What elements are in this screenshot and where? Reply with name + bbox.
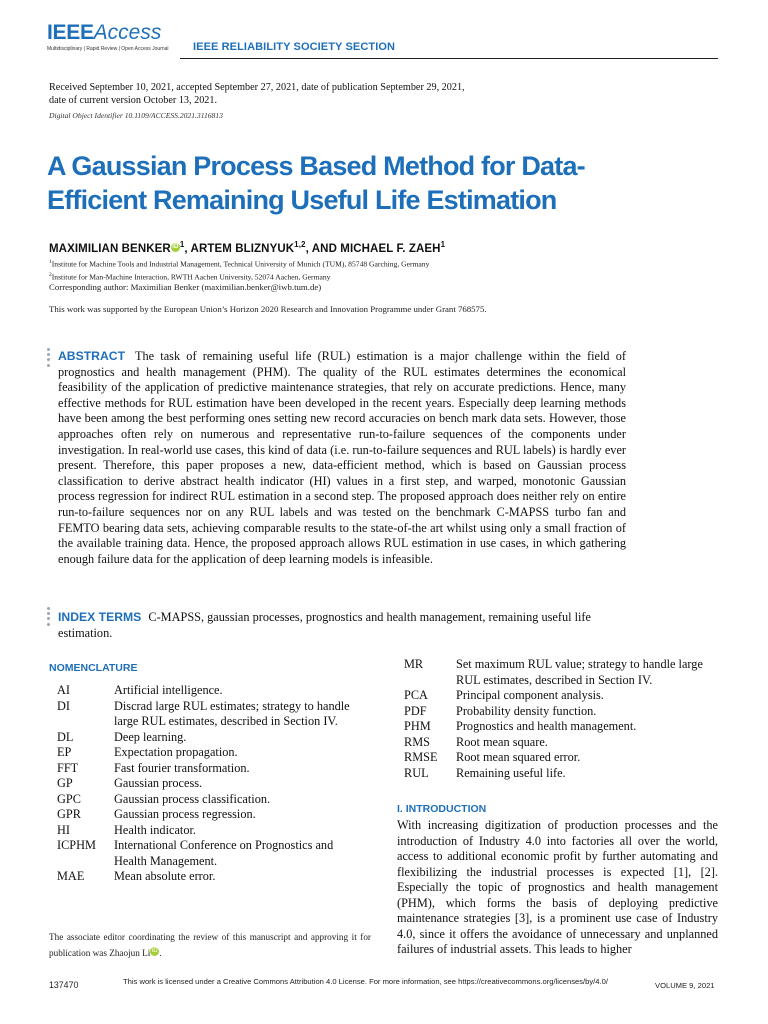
doi: Digital Object Identifier 10.1109/ACCESS.2021.3116813 — [49, 111, 223, 120]
nomenclature-row: PDF Probability density function. — [404, 703, 597, 718]
nomenclature-row: DI Discrad large RUL estimates; strategy to handle large RUL estimates, described in Section IV. — [57, 698, 350, 728]
affiliation: $^2$Institute for Man-Machine Interaction, RWTH Aachen University, 52074 Aachen, Germany — [49, 272, 331, 282]
nomenclature-row: MAE Mean absolute error. — [57, 869, 216, 883]
author-affiliation-mark: 1 — [179, 240, 185, 249]
affiliations — [49, 257, 429, 283]
affiliation: $^1$Institute for Machine Tools and Industrial Management, Technical University of Munich (TUM), 85748 Garching, Germany — [49, 259, 430, 269]
nomenclature-row: GPC Gaussian process classification. — [57, 791, 271, 806]
orcid-icon[interactable]: iD — [172, 243, 179, 250]
history-line-2: date of current version October 13, 2021. — [49, 95, 218, 106]
nomenclature-row: DL Deep learning. — [57, 729, 187, 744]
dots-icon — [47, 607, 50, 628]
author-name: AND MICHAEL F. ZAEH — [311, 242, 441, 255]
header-divider — [180, 58, 718, 59]
orcid-icon[interactable]: iD — [151, 948, 158, 955]
abstract-label: ABSTRACT — [58, 349, 126, 363]
section-label: IEEE RELIABILITY SOCIETY SECTION — [193, 41, 396, 53]
nomenclature-row: RUL Remaining useful life. — [404, 765, 566, 780]
introduction-text: With increasing digitization of production processes and the introduction of Industry 4.0 into factories all over the world, access to additional economic profit by further automating and flexibilizing the industrial processes is expected [1], [2]. Especially the topic of prognostics and health management (PHM), which forms the basis of deploying predictive maintenance strategies [3], is a prominent use case of Industry 4.0, since it offers the avoidance of unnecessary and unplanned failures of industrial assets. This leads to higher — [397, 818, 718, 957]
nomenclature-row: ICPHM International Conference on Prognostics and Health Management. — [57, 838, 334, 868]
editor-note-text: The associate editor coordinating the review of this manuscript and approving it for publication was Zhaojun Li — [49, 932, 371, 959]
dots-icon — [47, 348, 50, 369]
author-affiliation-mark: 1,2 — [294, 240, 306, 249]
nomenclature-row: GP Gaussian process. — [57, 776, 203, 790]
nomenclature-row: AI Artificial intelligence. — [57, 683, 223, 697]
nomenclature-row: PHM Prognostics and health management. — [404, 719, 637, 733]
nomenclature-list-right — [404, 657, 724, 781]
nomenclature-row: FFT Fast fourier transformation. — [57, 760, 250, 775]
nomenclature-row: PCA Principal component analysis. — [404, 688, 604, 702]
license-note: This work is licensed under a Creative Commons Attribution 4.0 License. For more information, see https://creativecommons.org/licenses/by/4.0/ — [123, 977, 608, 986]
nomenclature-row: GPR Gaussian process regression. — [57, 807, 256, 821]
volume-label: VOLUME 9, 2021 — [655, 981, 715, 990]
nomenclature-row: EP Expectation propagation. — [57, 745, 238, 759]
abstract-text: The task of remaining useful life (RUL) estimation is a major challenge within the field of prognostics and health management (PHM). The quality of the RUL estimates determines the economical feasibility of the application of predictive maintenance strategies, that rely on accurate predictions. Hence, many effective methods for RUL estimation have been developed in the recent years. Especially deep learning methods have been among the best performing ones setting new record accuracies on bench mark data sets. However, those approaches often rely on numerous and representative run-to-failure sequences of the components under investigation. In real-world use cases, this kind of data (i.e. run-to-failure sequences and RUL labels) is hardly ever present. Therefore, this paper proposes a new, data-efficient method, which is based on Gaussian process classification to derive abstract health indicator (HI) values in a first step, and warped, monotonic Gaussian process regression for indirect RUL estimation in a second step. The proposed approach does neither rely on entire run-to-failure sequences nor on any RUL labels and was tested on the benchmark C-MAPSS turbo fan and FEMTO bearing data sets, achieving comparable results to the state-of-the art whilst using only a small fraction of the available training data. Hence, the proposed approach allows RUL estimation in use cases, in which gathering enough failure data for the application of deep learning models is infeasible. — [58, 349, 626, 566]
section-heading-introduction: I. INTRODUCTION — [397, 803, 487, 815]
nomenclature-row: MR Set maximum RUL value; strategy to handle large RUL estimates, described in Section IV. — [404, 657, 703, 687]
author-list: MAXIMILIAN BENKERiD$^1$, ARTEM BLIZNYUK$^{1,2}$, AND MICHAEL F. ZAEH$^1$ — [49, 240, 446, 255]
corresponding-author: Corresponding author: Maximilian Benker (maximilian.benker@iwb.tum.de) — [49, 282, 322, 292]
index-terms-label: INDEX TERMS — [58, 610, 142, 624]
nomenclature-row: RMSE Root mean squared error. — [404, 750, 581, 764]
journal-logo — [47, 22, 172, 52]
article-history — [49, 81, 569, 107]
nomenclature-list-left — [57, 683, 357, 885]
author-name: MAXIMILIAN BENKER — [49, 242, 171, 255]
funding-note: This work was supported by the European Union’s Horizon 2020 Research and Innovation Programme under Grant 768575. — [49, 304, 487, 314]
abstract — [58, 349, 626, 567]
nomenclature-row: HI Health indicator. — [57, 822, 196, 837]
nomenclature-row: RMS Root mean square. — [404, 734, 548, 749]
journal-tagline: Multidisciplinary | Rapid Review | Open Access Journal — [47, 46, 169, 52]
nomenclature-heading: NOMENCLATURE — [49, 662, 138, 674]
page-number: 137470 — [49, 980, 79, 990]
journal-brand: IEEE — [47, 21, 94, 44]
index-terms — [58, 610, 626, 641]
paper-title: A Gaussian Process Based Method for Data-Efficient Remaining Useful Life Estimation — [47, 151, 585, 215]
author-affiliation-mark: 1 — [440, 240, 446, 249]
history-line-1: Received September 10, 2021, accepted September 27, 2021, date of publication September 29, 2021, — [49, 82, 465, 93]
journal-name: Access — [93, 21, 162, 44]
editor-note: The associate editor coordinating the review of this manuscript and approving it for publication was Zhaojun Li iD . — [49, 932, 371, 959]
index-terms-text: C-MAPSS, gaussian processes, prognostics and health management, remaining useful life estimation. — [58, 610, 591, 640]
author-name: ARTEM BLIZNYUK — [190, 242, 295, 255]
